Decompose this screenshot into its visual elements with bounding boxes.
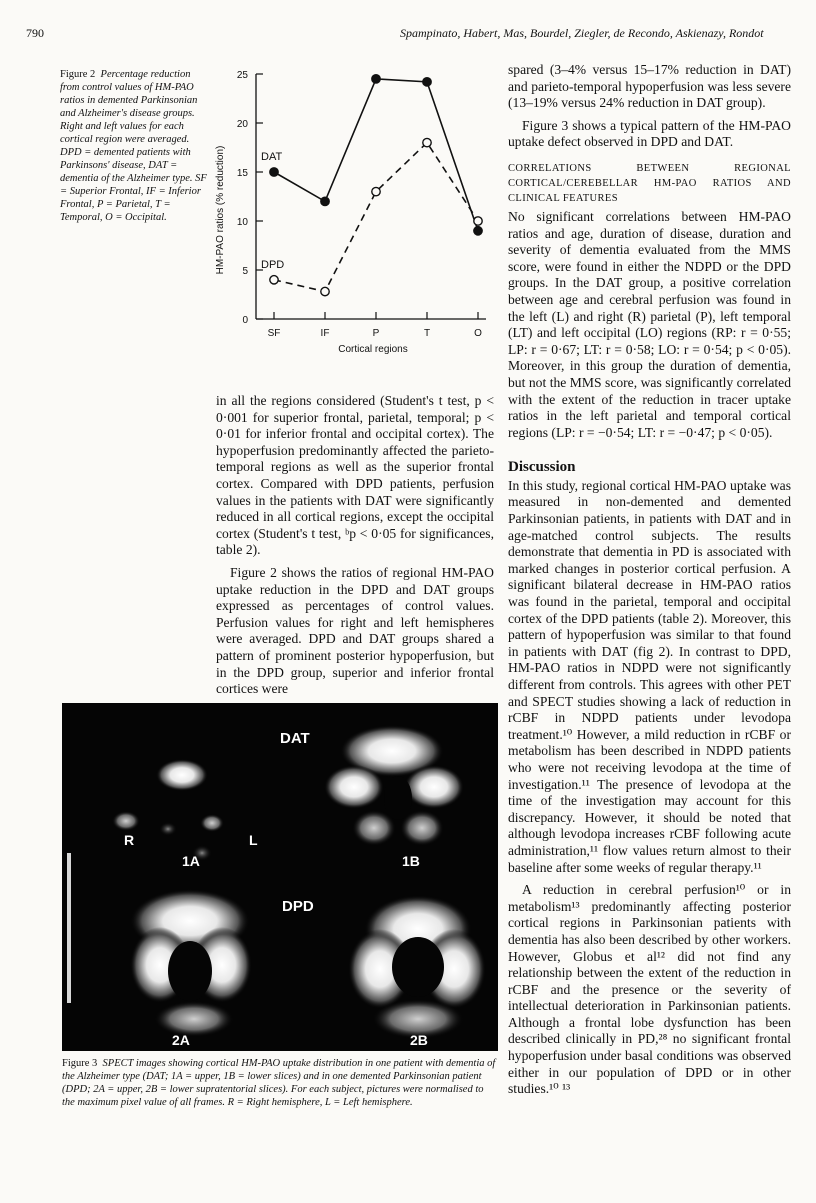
x-tick-label: P [372, 328, 380, 339]
x-tick-label: O [474, 328, 482, 339]
series-label-dat: DAT [261, 151, 283, 163]
correlations-subheading: CORRELATIONS BETWEEN REGIONAL CORTICAL/CEREBELLAR HM-PAO RATIOS AND CLINICAL FEATURES [508, 162, 791, 204]
y-axis-label: HM-PAO ratios (% reduction) [215, 145, 226, 275]
series-line-dpd [274, 143, 478, 292]
x-tick-label: SF [267, 328, 281, 339]
data-point-dpd [372, 187, 380, 195]
label-l: L [249, 832, 258, 848]
data-point-dpd [270, 276, 278, 284]
figure3-caption [62, 1057, 498, 1109]
right-paragraph-2: Figure 3 shows a typical pattern of the HM-PAO uptake defect observed in DPD and DAT. [508, 117, 791, 150]
y-tick-label: 25 [236, 70, 248, 81]
left-paragraph-2: Figure 2 shows the ratios of regional HM-PAO uptake reduction in the DPD and DAT groups expressed as percentages of control values. Perfusion values for right and left hemispheres were averaged. DPD and DAT groups shared a pattern of prominent posterior hypoperfusion, but in the DPD group, superior and inferior frontal cortices were [216, 564, 494, 697]
y-tick-label: 10 [236, 217, 248, 228]
running-head: Spampinato, Habert, Mas, Bourdel, Ziegler, de Recondo, Askienazy, Rondot [400, 26, 764, 40]
y-tick-label: 20 [236, 119, 248, 130]
series-label-dpd: DPD [261, 258, 285, 271]
data-point-dat [423, 78, 431, 86]
data-point-dat [321, 197, 329, 205]
page-number: 790 [26, 26, 44, 40]
figure3-caption-text: SPECT images showing cortical HM-PAO uptake distribution in one patient with dementia of the Alzheimer type (DAT; 1A = upper, 1B = lower slices) and in one demented Parkinsonian patient (DPD; 2A = upper, 2B = lower supratentorial slices). For each subject, pictures were normalised to the maximum pixel value of all frames. R = Right hemisphere, L = Left hemisphere. [62, 1058, 496, 1108]
label-dpd: DPD [282, 898, 314, 915]
series-line-dat [274, 79, 478, 231]
label-2b: 2B [410, 1032, 428, 1048]
right-paragraph-5: A reduction in cerebral perfusion¹⁰ or in metabolism¹³ predominantly affecting posterior cortical regions in Parkinsonian patients with dementia has also been described by other workers. However, Globus et al¹² did not find any relationship between the extent of the reduction in rCBF and the presence or the severity of intellectual deterioration in Parkinsonian patients. Although a frontal lobe dysfunction has been described clinically in PD,²⁸ no significant frontal hypoperfusion under basal conditions was observed either in our population of DPD or in other studies.¹⁰ ¹³ [508, 882, 791, 1097]
x-tick-label: T [423, 328, 431, 339]
label-1a: 1A [182, 853, 200, 869]
right-paragraph-3: No significant correlations between HM-PAO ratios and age, duration of disease, duration and severity of dementia evaluated from the MMS score, were found in either the NDPD or the DPD groups. In the DAT group, a positive correlation between age and cerebral perfusion was found in the left (L) and right (R) parietal (P), left temporal (LT) and left occipital (LO) regions (RP: r = 0·55; LP: r = 0·67; LT: r = 0·58; LO: r = 0·54; p < 0·05). Moreover, in this group the duration of dementia, but not the MMS score, was significantly correlated with the extent of the reduction in tracer uptake ratios in the left parietal and temporal cortical regions (LP: r = −0·54; LT: r = −0·47; p < 0·05). [508, 208, 791, 440]
data-point-dat [270, 168, 278, 176]
data-point-dpd [474, 217, 482, 225]
data-point-dat [474, 227, 482, 235]
scale-bar [67, 853, 71, 1003]
spect-slice-2b [348, 895, 486, 1039]
figure2-caption [60, 68, 210, 224]
figure3-label: Figure 3 [62, 1058, 98, 1069]
figure2-caption-text: Percentage reduction from control values of HM-PAO ratios in demented Parkinsonian and Alzheimer's disease groups. Right and left values for each cortical region were averaged. DPD = demented patients with Parkinsons' disease, DAT = dementia of the Alzheimer type. SF = Superior Frontal, IF = Inferior Frontal, P = Parietal, T = Temporal, O = Occipital. [60, 69, 207, 223]
y-tick-label: 0 [242, 315, 248, 326]
data-point-dpd [321, 287, 329, 295]
y-tick-label: 15 [236, 168, 248, 179]
right-column [508, 62, 791, 1104]
x-tick-label: IF [320, 328, 330, 339]
figure2-chart [208, 60, 494, 360]
figure3-spect-images [62, 703, 498, 1051]
y-tick-label: 5 [242, 266, 248, 277]
spect-slice-2a [130, 889, 252, 1037]
figure2-label: Figure 2 [60, 69, 96, 80]
data-point-dpd [423, 138, 431, 146]
label-dat: DAT [280, 730, 310, 747]
x-axis-label: Cortical regions [338, 344, 408, 355]
left-column [216, 393, 494, 704]
label-r: R [124, 832, 135, 848]
label-2a: 2A [172, 1032, 190, 1048]
right-paragraph-4: In this study, regional cortical HM-PAO uptake was measured in non-demented and demented Parkinsonian patients, in patients with DAT and in age-matched control subjects. The results demonstrate that dementia in PD is associated with marked changes in posterior cortical perfusion. A significant bilateral decrease in HM-PAO ratios was found in the parietal, temporal and occipital cortex of the DPD patients (table 2). Moreover, this pattern of hypoperfusion was similar to that found in patients with DAT (fig 2). In contrast to DPD, HM-PAO ratios in NDPD were not significantly different from controls. This agrees with other PET and SPECT studies showing a lack of reduction in rCBF in NDPD patients under levodopa treatment.¹⁰ However, a mild reduction in rCBF or metabolism has been described in NDPD patients who were not receiving levodopa at the time of investigation.¹¹ The presence of levodopa at the time of the investigation may account for this discrepancy. However, it should be noted that although levodopa increases rCBF following acute administration,¹¹ flow values return almost to their baseline after some weeks of regular therapy.¹¹ [508, 477, 791, 875]
left-paragraph-1: in all the regions considered (Student's t test, p < 0·001 for superior frontal, parietal, temporal; p < 0·01 for inferior frontal and occipital cortex). The hypoperfusion predominantly affected the parieto-temporal regions as well as the superior frontal cortex. Compared with DPD patients, perfusion values in the patients with DAT were significantly reduced in all cortical regions, except the occipital cortex (Student's t test, ᵇp < 0·05 for significances, table 2). [216, 393, 494, 558]
label-1b: 1B [402, 853, 420, 869]
right-paragraph-1: spared (3–4% versus 15–17% reduction in DAT) and parieto-temporal hypoperfusion was less severe (13–19% versus 24% reduction in DAT group). [508, 62, 791, 111]
spect-slice-1b [324, 725, 464, 846]
discussion-heading: Discussion [508, 459, 576, 476]
data-point-dat [372, 75, 380, 83]
